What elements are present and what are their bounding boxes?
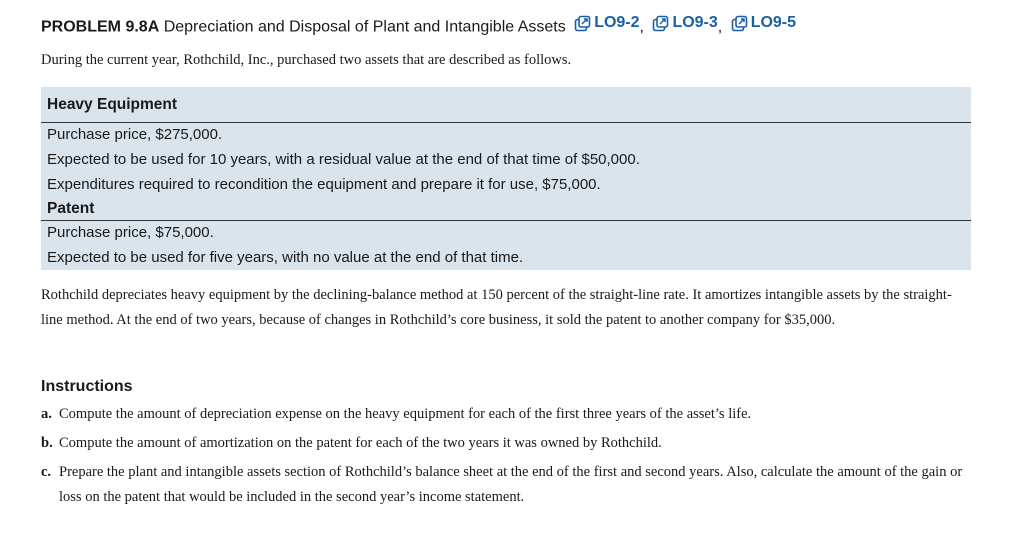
lo-link-3[interactable] bbox=[727, 12, 796, 34]
heavy-equipment-heading: Heavy Equipment bbox=[41, 87, 971, 123]
instruction-letter: c. bbox=[41, 464, 52, 480]
instruction-letter: a. bbox=[41, 406, 52, 422]
instruction-text: Compute the amount of amortization on the patent for each of the two years it was owned by Rothchild. bbox=[59, 435, 662, 451]
patent-row: Expected to be used for five years, with no value at the end of that time. bbox=[47, 249, 524, 266]
asset-table bbox=[41, 87, 971, 270]
instruction-text: Prepare the plant and intangible assets section of Rothchild’s balance sheet at the end of the first and second years. Also, calculate the amount of the gain or loss on the patent that would be included in the second year’s income statement. bbox=[59, 464, 963, 505]
lo-link-2[interactable] bbox=[648, 12, 717, 34]
heavy-equipment-row: Purchase price, $275,000. bbox=[47, 126, 223, 143]
instruction-item bbox=[41, 460, 981, 510]
instruction-text: Compute the amount of depreciation expense on the heavy equipment for each of the first three years of the asset’s life. bbox=[59, 406, 752, 422]
lo-label: LO9-5 bbox=[750, 14, 797, 31]
patent-heading: Patent bbox=[41, 197, 971, 221]
instruction-letter: b. bbox=[41, 435, 53, 451]
problem-number: PROBLEM 9.8A bbox=[41, 18, 160, 36]
instructions-list bbox=[41, 402, 981, 514]
patent-row: Purchase price, $75,000. bbox=[47, 224, 214, 241]
heavy-equipment-row: Expenditures required to recondition the equipment and prepare it for use, $75,000. bbox=[47, 176, 601, 193]
problem-title: Depreciation and Disposal of Plant and Intangible Assets bbox=[163, 18, 566, 36]
description-paragraph: Rothchild depreciates heavy equipment by the declining-balance method at 150 percent of the straight-line rate. It amortizes intangible assets by the straight-line method. At the end of two years, because of changes in Rothchild’s core business, it sold the patent to another company for $35,000. bbox=[41, 287, 952, 328]
external-link-icon bbox=[731, 15, 748, 32]
instructions-heading: Instructions bbox=[41, 378, 133, 395]
intro-text: During the current year, Rothchild, Inc., purchased two assets that are described as follows. bbox=[41, 52, 572, 68]
external-link-icon bbox=[652, 15, 669, 32]
external-link-icon bbox=[574, 15, 591, 32]
lo-label: LO9-2 bbox=[594, 14, 640, 31]
lo-label: LO9-3 bbox=[672, 14, 718, 31]
instruction-item bbox=[41, 402, 981, 427]
lo-separator: , bbox=[717, 18, 723, 36]
problem-title-line bbox=[41, 12, 796, 39]
heavy-equipment-row: Expected to be used for 10 years, with a residual value at the end of that time of $50,000. bbox=[47, 151, 640, 168]
lo-separator: , bbox=[639, 18, 644, 36]
lo-link-1[interactable] bbox=[570, 12, 639, 34]
instruction-item bbox=[41, 431, 981, 456]
